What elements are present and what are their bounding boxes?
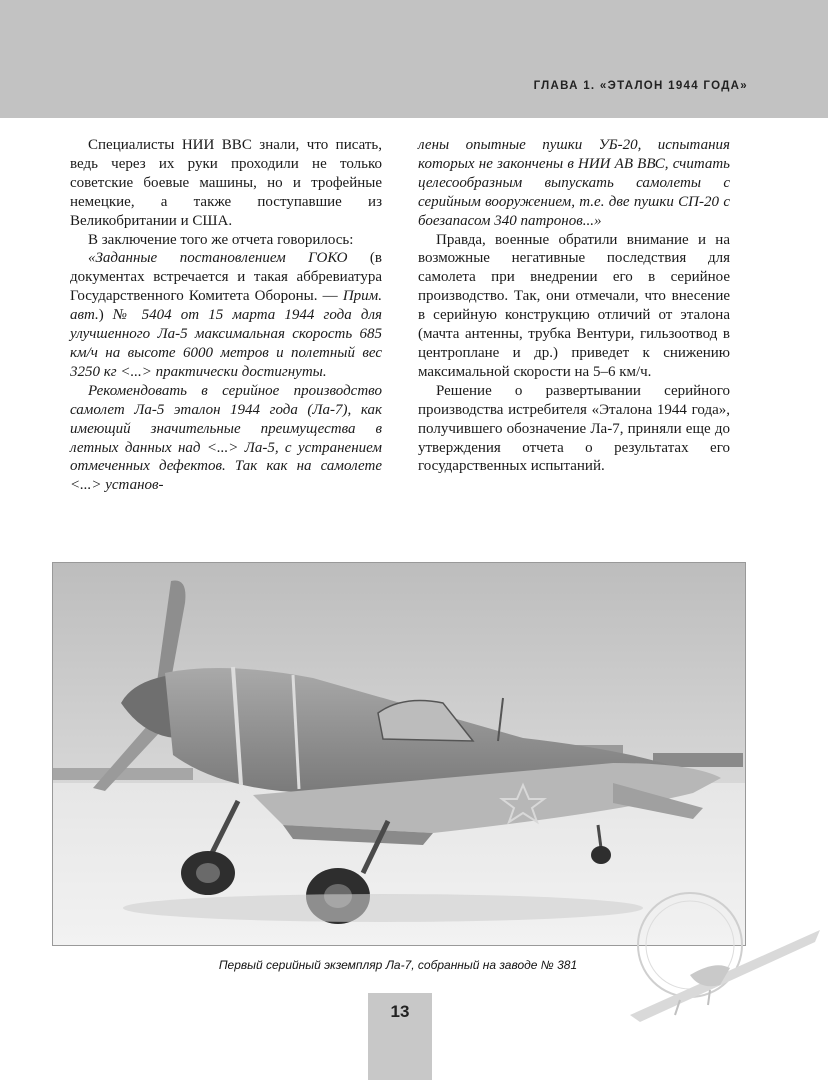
left-column <box>70 136 382 495</box>
quote-paragraph <box>70 249 382 381</box>
figure-caption: Первый серийный экземпляр Ла-7, собранный на заводе № 381 <box>218 958 578 972</box>
quote-text: «Заданные постановлением ГОКО <box>88 250 348 267</box>
quote-paragraph: Рекомендовать в серийное производство самолет Ла-5 эталон 1944 года (Ла-7), как имеющий значительные преимущества в летных данных над <...> Ла-5, с устранением отмеченных дефектов. Так как на самолете <...> установ- <box>70 382 382 494</box>
paragraph: Решение о развертывании серийного производства истребителя «Эталона 1944 года», получившего обозначение Ла-7, приняли еще до утверждения отчета о результатах его государственных испытаний. <box>418 382 730 475</box>
chapter-title: ГЛАВА 1. «ЭТАЛОН 1944 ГОДА» <box>533 80 748 92</box>
aircraft-stamp-watermark <box>620 890 820 1030</box>
paragraph: Специалисты НИИ ВВС знали, что писать, ведь через их руки проходили не только советские боевые машины, но и трофейные немецкие, а также поступавшие из Великобритании и США. <box>70 137 382 229</box>
editor-note: (в документах встречается и такая аббревиатура Государственного Комитета Обороны. — <box>70 250 382 305</box>
editor-note-author: Прим. авт. <box>70 288 382 324</box>
paragraph: Правда, военные обратили внимание и на возможные негативные последствия для самолета при внедрении его в серийное производство. Так, они отмечали, что внесение в серийную конструкцию отличий от эталона (мачта антенны, трубка Вентури, гильзоотвод в центроплане и др.) приведет к снижению максимальной скорости на 5–6 км/ч. <box>418 231 730 380</box>
header-band <box>0 0 828 118</box>
quote-paragraph: лены опытные пушки УБ-20, испытания которых не закончены в НИИ АВ ВВС, считать целесообразным выпускать самолеты с серийным вооружением, т.е. две пушки СП-20 с боезапасом 340 патронов...» <box>418 137 730 229</box>
aircraft-photo <box>52 562 746 946</box>
quote-text: № 5404 от 15 марта 1944 года для улучшенного Ла-5 максимальная скорость 685 км/ч на высоте 6000 метров и полетный вес 3250 кг <...> практически достигнуты. <box>70 307 382 380</box>
right-column <box>418 136 730 476</box>
editor-note-end: ) <box>98 307 104 324</box>
paragraph: В заключение того же отчета говорилось: <box>88 231 354 248</box>
page-number: 13 <box>390 1002 410 1021</box>
